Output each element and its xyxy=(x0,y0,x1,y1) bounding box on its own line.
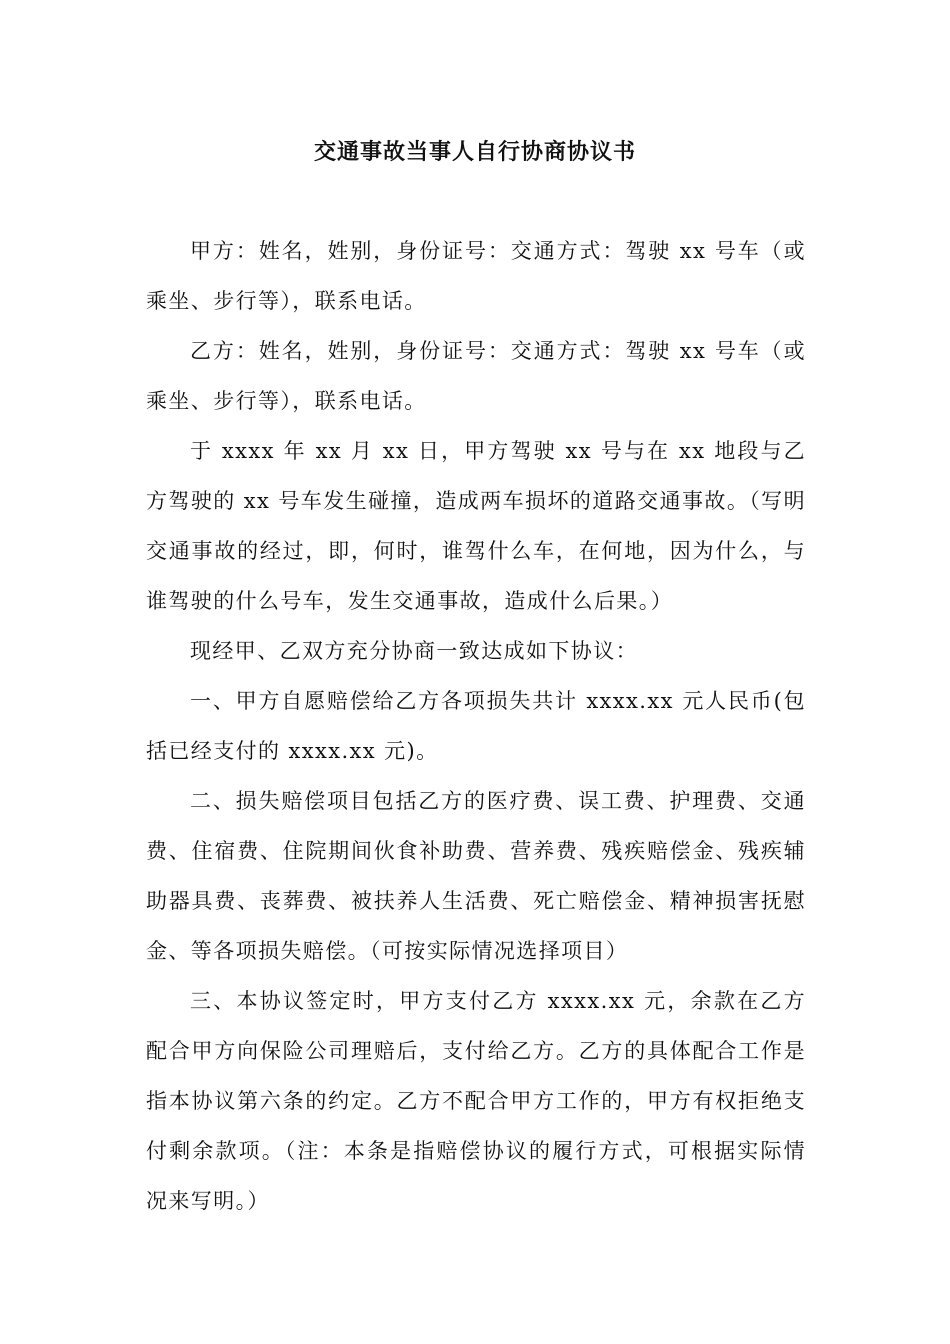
paragraph-clause-1: 一、甲方自愿赔偿给乙方各项损失共计 xxxx.xx 元人民币(包括已经支付的 xxxx.xx 元)。 xyxy=(146,689,806,763)
paragraph-clause-3: 三、本协议签定时，甲方支付乙方 xxxx.xx 元，余款在乙方配合甲方向保险公司理赔后，支付给乙方。乙方的具体配合工作是指本协议第六条的约定。乙方不配合甲方工作的，甲方有权拒绝支付剩余款项。（注：本条是指赔偿协议的履行方式，可根据实际情况来写明。） xyxy=(146,989,806,1213)
paragraph-party-a: 甲方：姓名，姓别，身份证号：交通方式：驾驶 xx 号车（或乘坐、步行等），联系电话。 xyxy=(146,239,806,313)
paragraph-accident-facts: 于 xxxx 年 xx 月 xx 日，甲方驾驶 xx 号与在 xx 地段与乙方驾驶的 xx 号车发生碰撞，造成两车损坏的道路交通事故。（写明交通事故的经过，即，何时，谁驾什么车，在何地，因为什么，与谁驾驶的什么号车，发生交通事故，造成什么后果。） xyxy=(146,439,806,613)
document-body xyxy=(146,226,806,1226)
paragraph-party-b: 乙方：姓名，姓别，身份证号：交通方式：驾驶 xx 号车（或乘坐、步行等），联系电话。 xyxy=(146,339,806,413)
paragraph-clause-2: 二、损失赔偿项目包括乙方的医疗费、误工费、护理费、交通费、住宿费、住院期间伙食补助费、营养费、残疾赔偿金、残疾辅助器具费、丧葬费、被扶养人生活费、死亡赔偿金、精神损害抚慰金、等各项损失赔偿。（可按实际情况选择项目） xyxy=(146,789,806,963)
document-title: 交通事故当事人自行协商协议书 xyxy=(313,139,636,165)
paragraph-agreement-intro: 现经甲、乙双方充分协商一致达成如下协议： xyxy=(190,639,638,663)
